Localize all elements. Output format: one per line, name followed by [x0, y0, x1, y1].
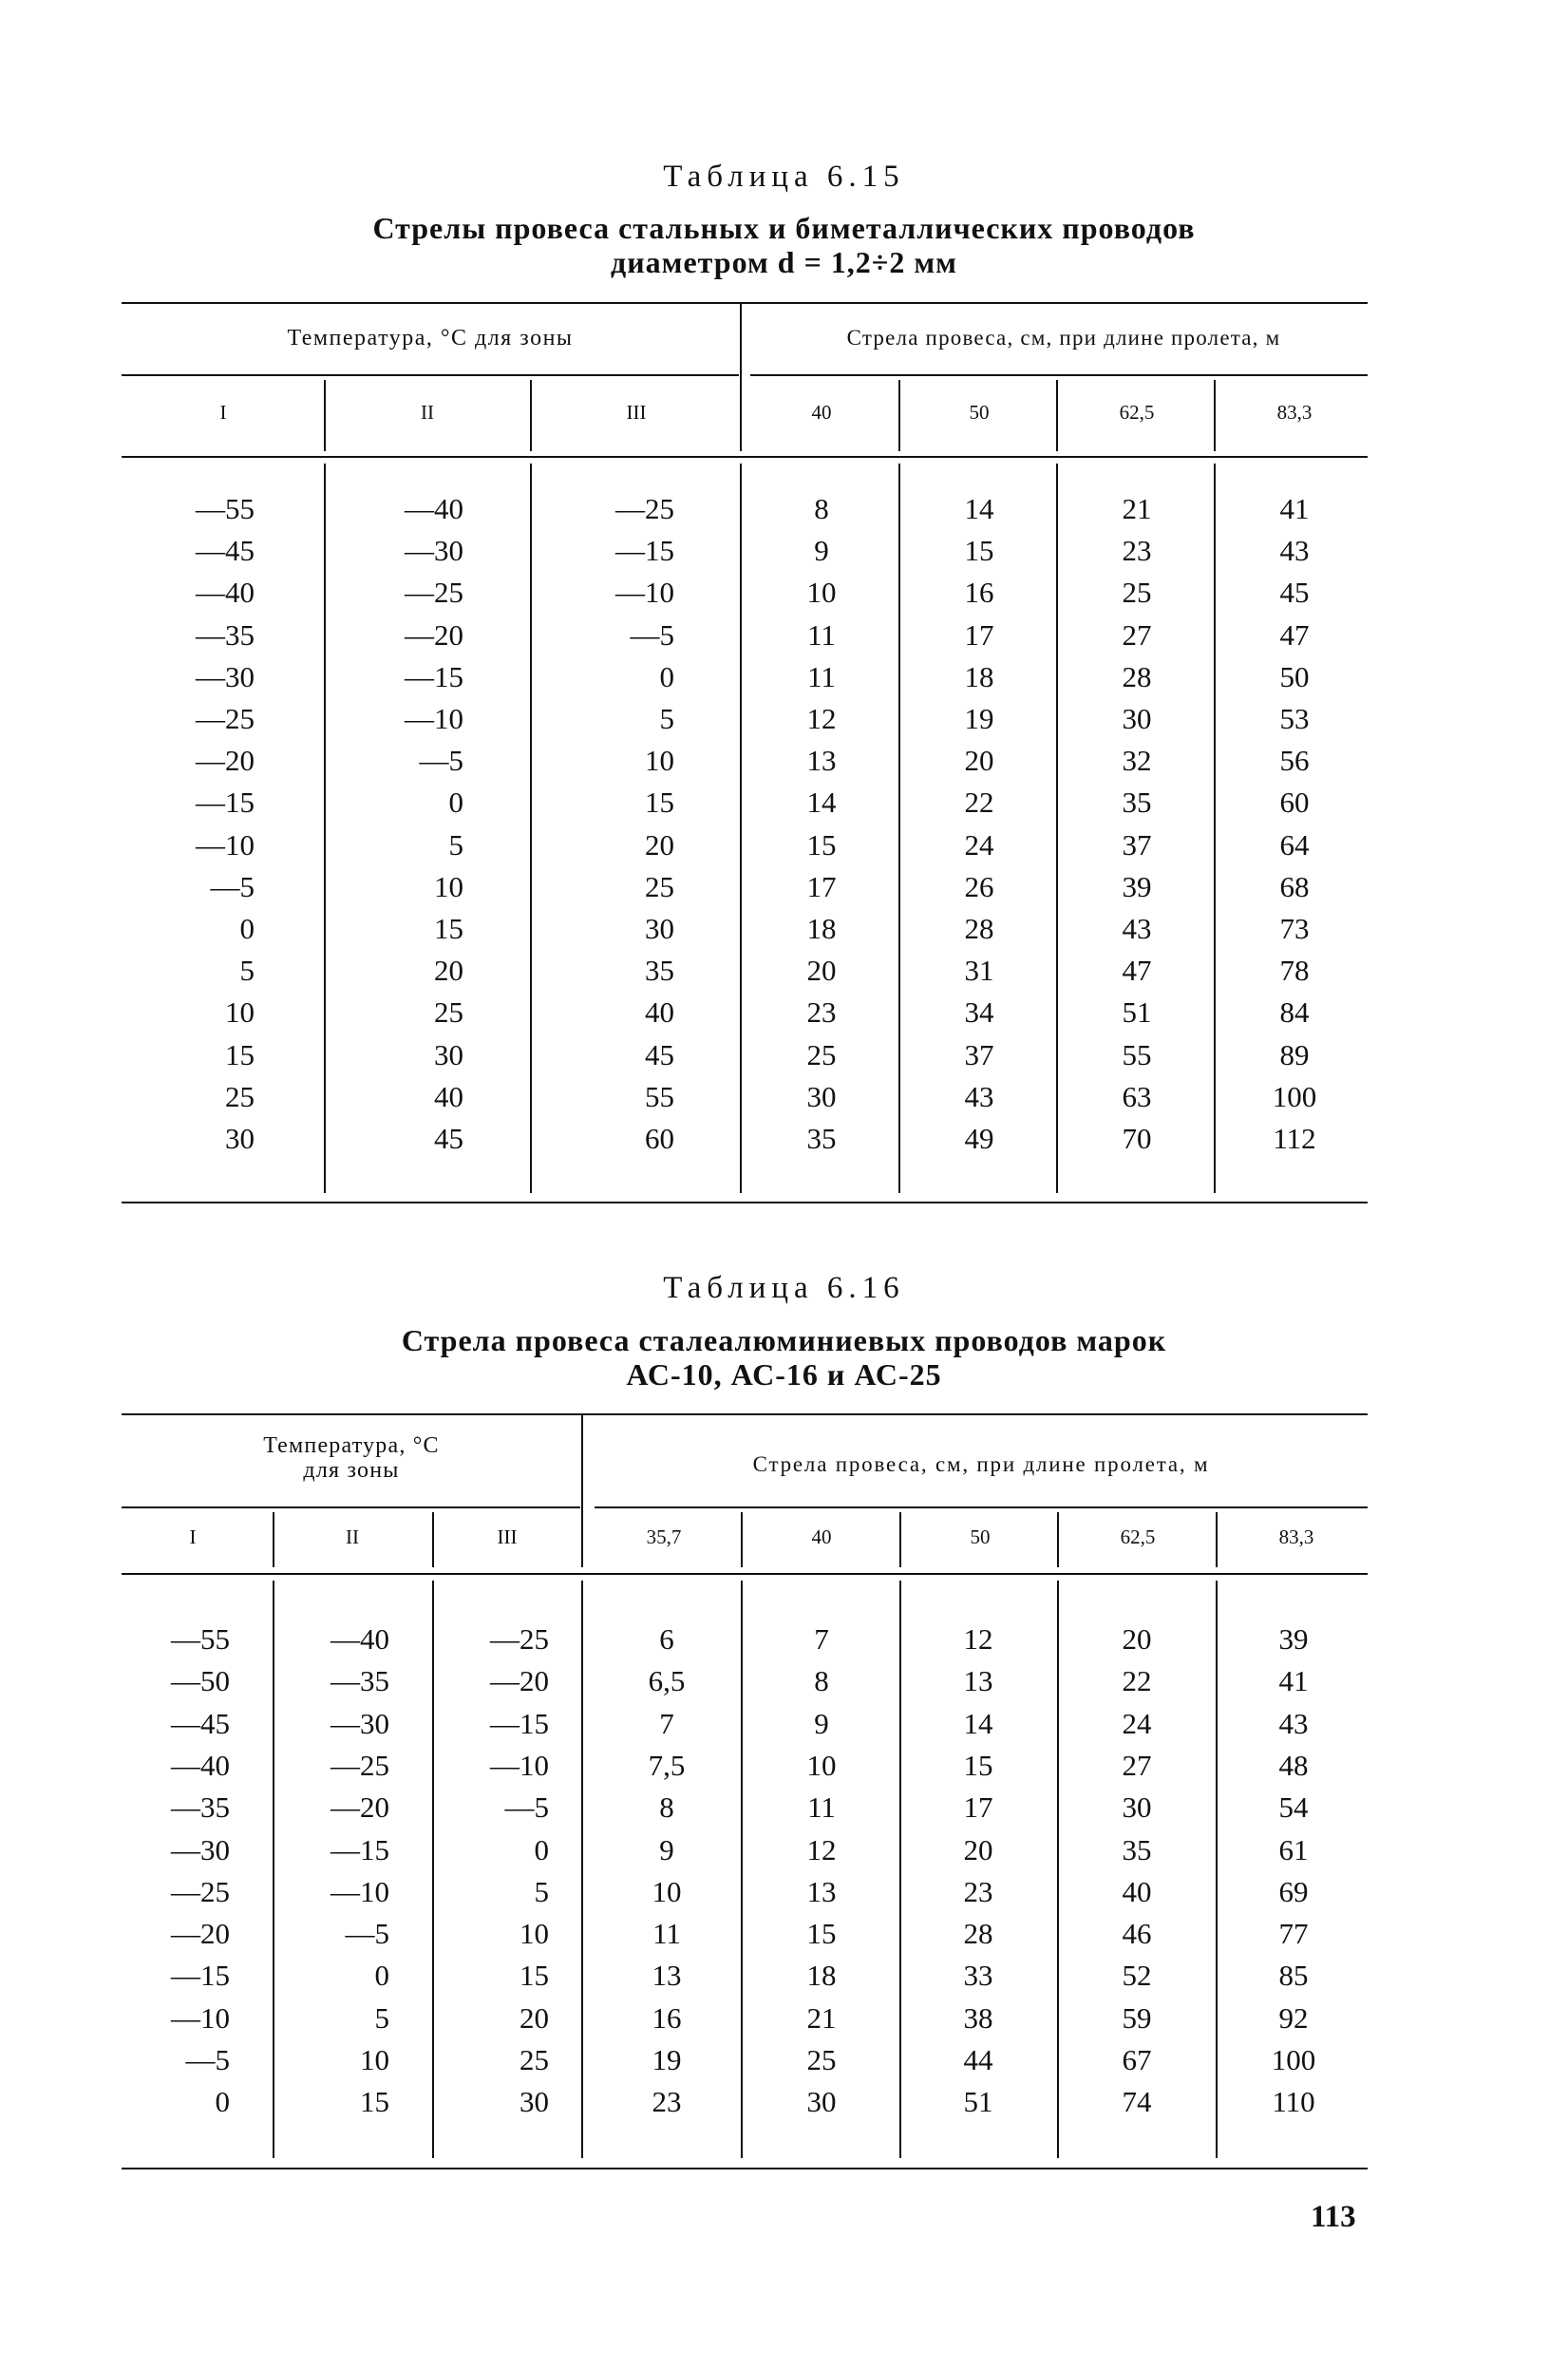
column-divider	[1056, 380, 1058, 451]
table-cell: 31	[964, 954, 994, 988]
table-cell: —30	[171, 1832, 230, 1866]
table-cell: 20	[434, 954, 463, 988]
table-cell: 49	[964, 1122, 994, 1155]
column-header-zone-1: I	[219, 401, 227, 424]
table-cell: 61	[1278, 1832, 1309, 1866]
table-cell: 9	[814, 1706, 829, 1740]
table-cell: 25	[645, 869, 674, 903]
table-cell: 39	[1122, 869, 1152, 903]
table-cell: 11	[807, 617, 836, 652]
table-cell: 15	[434, 912, 463, 945]
table-cell: 8	[814, 1664, 829, 1698]
table-cell: 26	[964, 869, 994, 903]
header-divider-rule	[122, 1506, 580, 1508]
table-cell: 44	[963, 2043, 993, 2076]
table-cell: 60	[645, 1122, 674, 1155]
table-cell: 64	[1279, 827, 1310, 862]
table-cell: 16	[652, 2000, 682, 2035]
column-divider	[432, 1512, 434, 1567]
table-cell: 56	[1279, 744, 1310, 778]
column-header-span-50: 50	[969, 401, 990, 424]
table-cell: 15	[360, 2085, 389, 2119]
table-cell: 27	[1122, 617, 1152, 652]
table-cell: 48	[1278, 1748, 1309, 1782]
table-cell: —15	[405, 659, 463, 693]
table-cell: 13	[652, 1959, 682, 1993]
page-number: 113	[1311, 2200, 1356, 2234]
column-divider	[530, 464, 532, 1193]
table-cell: 40	[1122, 1874, 1152, 1908]
table-cell: —5	[345, 1917, 389, 1951]
temperature-group-header-line2: для зоны	[303, 1458, 400, 1483]
table-cell: 100	[1271, 2043, 1316, 2076]
table-cell: —25	[196, 702, 255, 735]
table-cell: 12	[963, 1622, 993, 1656]
table-cell: 54	[1278, 1790, 1309, 1825]
table-cell: 9	[659, 1832, 674, 1866]
table-cell: 15	[806, 827, 837, 862]
table-cell: 11	[807, 659, 836, 693]
table-cell: 11	[652, 1917, 681, 1951]
column-header-zone-3: III	[497, 1525, 518, 1548]
table-cell: 0	[239, 912, 255, 945]
table-cell: 10	[652, 1874, 682, 1908]
table-cell: —15	[171, 1959, 230, 1993]
table-cell: 15	[806, 1917, 837, 1951]
table-cell: 14	[964, 492, 994, 525]
table-6-16-title-line2: АС-10, АС-16 и АС-25	[626, 1357, 942, 1392]
table-cell: 5	[534, 1874, 549, 1908]
table-cell: —55	[196, 492, 255, 525]
column-divider	[432, 1581, 434, 2158]
column-header-span-83-3: 83,3	[1278, 1525, 1314, 1548]
table-cell: 52	[1122, 1959, 1152, 1993]
table-cell: 10	[360, 2043, 389, 2076]
table-cell: 112	[1273, 1122, 1316, 1155]
table-cell: 14	[963, 1706, 993, 1740]
table-cell: —20	[405, 617, 463, 652]
table-cell: —10	[615, 576, 674, 610]
table-cell: 40	[434, 1079, 463, 1113]
table-cell: 16	[964, 576, 994, 610]
table-cell: —40	[405, 492, 463, 525]
table-cell: 30	[434, 1037, 463, 1071]
table-6-16-label: Таблица 6.16	[663, 1271, 905, 1305]
table-cell: —35	[196, 617, 255, 652]
table-top-rule	[122, 1413, 1368, 1415]
table-cell: 34	[964, 995, 994, 1030]
column-divider	[273, 1581, 274, 2158]
table-cell: 12	[806, 1832, 837, 1866]
table-cell: 46	[1122, 1917, 1152, 1951]
column-header-span-40: 40	[811, 401, 832, 424]
table-cell: 15	[225, 1037, 255, 1071]
table-cell: 78	[1279, 954, 1310, 988]
table-cell: 10	[520, 1917, 549, 1951]
table-cell: 43	[964, 1079, 994, 1113]
header-bottom-rule	[122, 456, 1368, 458]
column-divider	[324, 464, 326, 1193]
table-cell: —40	[331, 1622, 389, 1656]
table-cell: 10	[434, 869, 463, 903]
column-divider	[899, 1512, 901, 1567]
column-divider	[740, 304, 742, 451]
table-cell: 77	[1278, 1917, 1309, 1951]
table-cell: —5	[630, 617, 674, 652]
table-cell: 70	[1122, 1122, 1152, 1155]
table-cell: 5	[448, 827, 463, 862]
table-cell: 15	[964, 534, 994, 568]
table-cell: 25	[806, 1037, 837, 1071]
table-cell: 28	[1122, 659, 1152, 693]
table-cell: 60	[1279, 786, 1310, 820]
table-cell: 59	[1122, 2000, 1152, 2035]
table-cell: 35	[645, 954, 674, 988]
table-cell: 0	[448, 786, 463, 820]
table-cell: 20	[1122, 1622, 1152, 1656]
table-cell: 38	[963, 2000, 993, 2035]
table-cell: 47	[1279, 617, 1310, 652]
table-bottom-rule	[122, 2168, 1368, 2169]
table-cell: 27	[1122, 1748, 1152, 1782]
table-cell: 69	[1278, 1874, 1309, 1908]
table-cell: —20	[196, 744, 255, 778]
table-cell: —15	[331, 1832, 389, 1866]
table-cell: 19	[652, 2043, 682, 2076]
column-divider	[898, 380, 900, 451]
column-divider	[899, 1581, 901, 2158]
table-cell: 25	[806, 2043, 837, 2076]
column-divider	[898, 464, 900, 1193]
table-cell: 8	[814, 492, 829, 525]
table-cell: 18	[964, 659, 994, 693]
table-cell: 40	[645, 995, 674, 1030]
table-cell: 37	[964, 1037, 994, 1071]
table-cell: 73	[1279, 912, 1310, 945]
table-cell: —5	[185, 2043, 230, 2076]
table-cell: 39	[1278, 1622, 1309, 1656]
column-header-zone-2: II	[346, 1525, 359, 1548]
table-cell: 17	[964, 617, 994, 652]
sag-group-header: Стрела провеса, см, при длине пролета, м	[752, 1452, 1210, 1476]
table-6-15-title-line1: Стрелы провеса стальных и биметаллических проводов	[372, 211, 1196, 245]
table-cell: 41	[1278, 1664, 1309, 1698]
header-bottom-rule	[122, 1573, 1368, 1575]
table-cell: 30	[806, 2085, 837, 2119]
table-6-15-title-line2: диаметром d = 1,2÷2 мм	[611, 245, 957, 279]
table-cell: 25	[434, 995, 463, 1030]
table-cell: —20	[490, 1664, 549, 1698]
table-cell: 7	[659, 1706, 674, 1740]
column-divider	[1214, 380, 1216, 451]
table-cell: 12	[806, 702, 837, 735]
header-divider-rule	[595, 1506, 1368, 1508]
table-cell: 20	[806, 954, 837, 988]
table-cell: 89	[1279, 1037, 1310, 1071]
table-cell: —10	[490, 1748, 549, 1782]
table-cell: 28	[964, 912, 994, 945]
table-cell: 30	[1122, 1790, 1152, 1825]
table-cell: —25	[615, 492, 674, 525]
table-cell: —10	[331, 1874, 389, 1908]
header-divider-rule	[750, 374, 1368, 376]
table-cell: —10	[196, 827, 255, 862]
table-cell: 35	[1122, 786, 1152, 820]
column-header-span-40: 40	[811, 1525, 832, 1548]
sag-group-header: Стрела провеса, см, при длине пролета, м	[846, 326, 1281, 350]
table-cell: 53	[1279, 702, 1310, 735]
table-cell: 8	[659, 1790, 674, 1825]
table-cell: —25	[331, 1748, 389, 1782]
table-cell: —5	[210, 869, 255, 903]
column-divider	[740, 464, 742, 1193]
table-cell: 28	[963, 1917, 993, 1951]
column-divider	[324, 380, 326, 451]
column-header-span-35-7: 35,7	[646, 1525, 682, 1548]
table-cell: 10	[225, 995, 255, 1030]
table-cell: 33	[963, 1959, 993, 1993]
table-cell: —5	[419, 744, 463, 778]
table-cell: —10	[405, 702, 463, 735]
table-cell: 43	[1278, 1706, 1309, 1740]
table-cell: 22	[964, 786, 994, 820]
table-cell: 23	[1122, 534, 1152, 568]
table-cell: 30	[1122, 702, 1152, 735]
table-cell: 20	[645, 827, 674, 862]
table-cell: 5	[659, 702, 674, 735]
table-cell: 45	[1279, 576, 1310, 610]
table-cell: —30	[196, 659, 255, 693]
table-cell: 30	[520, 2085, 549, 2119]
table-cell: 37	[1122, 827, 1152, 862]
table-cell: —15	[490, 1706, 549, 1740]
table-cell: 24	[1122, 1706, 1152, 1740]
table-cell: 13	[806, 744, 837, 778]
table-cell: 74	[1122, 2085, 1152, 2119]
table-cell: —5	[504, 1790, 549, 1825]
table-cell: 22	[1122, 1664, 1152, 1698]
table-cell: 30	[806, 1079, 837, 1113]
column-header-span-83-3: 83,3	[1276, 401, 1313, 424]
table-cell: —40	[196, 576, 255, 610]
header-divider-rule	[122, 374, 739, 376]
table-cell: 15	[520, 1959, 549, 1993]
table-cell: 0	[534, 1832, 549, 1866]
table-cell: —55	[171, 1622, 230, 1656]
table-cell: 51	[1122, 995, 1152, 1030]
table-cell: 10	[645, 744, 674, 778]
column-header-span-62-5: 62,5	[1120, 1525, 1156, 1548]
table-cell: 20	[963, 1832, 993, 1866]
table-cell: 7,5	[648, 1748, 686, 1782]
table-cell: 84	[1279, 995, 1310, 1030]
table-cell: —25	[405, 576, 463, 610]
table-6-15-title	[0, 211, 1568, 279]
table-cell: 43	[1279, 534, 1310, 568]
column-divider	[1216, 1512, 1218, 1567]
table-cell: 63	[1122, 1079, 1152, 1113]
column-header-zone-1: I	[189, 1525, 197, 1548]
table-cell: 30	[645, 912, 674, 945]
table-cell: 0	[215, 2085, 230, 2119]
column-divider	[581, 1415, 583, 1567]
table-cell: 45	[434, 1122, 463, 1155]
table-cell: 25	[520, 2043, 549, 2076]
table-cell: 55	[1122, 1037, 1152, 1071]
table-cell: 21	[1122, 492, 1152, 525]
column-header-span-62-5: 62,5	[1119, 401, 1155, 424]
table-cell: 45	[645, 1037, 674, 1071]
table-cell: —15	[196, 786, 255, 820]
table-cell: 7	[814, 1622, 829, 1656]
column-divider	[741, 1581, 743, 2158]
table-cell: 15	[963, 1748, 993, 1782]
table-6-16-title	[0, 1323, 1568, 1392]
table-cell: 25	[1122, 576, 1152, 610]
table-cell: 20	[964, 744, 994, 778]
table-cell: —15	[615, 534, 674, 568]
table-cell: 15	[645, 786, 674, 820]
column-divider	[581, 1581, 583, 2158]
table-cell: —30	[405, 534, 463, 568]
table-cell: 5	[239, 954, 255, 988]
table-bottom-rule	[122, 1202, 1368, 1203]
column-divider	[530, 380, 532, 451]
column-divider	[1056, 464, 1058, 1193]
table-top-rule	[122, 302, 1368, 304]
table-6-15-label: Таблица 6.15	[663, 160, 905, 194]
table-cell: 13	[963, 1664, 993, 1698]
table-cell: 50	[1279, 659, 1310, 693]
table-cell: 85	[1278, 1959, 1309, 1993]
column-header-zone-3: III	[626, 401, 647, 424]
table-cell: 100	[1272, 1079, 1317, 1113]
column-divider	[741, 1512, 743, 1567]
table-cell: 17	[806, 869, 837, 903]
table-cell: 35	[806, 1122, 837, 1155]
column-header-span-50: 50	[970, 1525, 991, 1548]
table-cell: 9	[814, 534, 829, 568]
column-divider	[273, 1512, 274, 1567]
table-cell: 25	[225, 1079, 255, 1113]
table-cell: —35	[331, 1664, 389, 1698]
table-cell: —35	[171, 1790, 230, 1825]
table-cell: —25	[171, 1874, 230, 1908]
table-cell: 20	[520, 2000, 549, 2035]
temperature-group-header: Температура, °С для зоны	[287, 326, 574, 350]
column-divider	[1057, 1581, 1059, 2158]
table-cell: 17	[963, 1790, 993, 1825]
table-cell: 51	[963, 2085, 993, 2119]
table-cell: —10	[171, 2000, 230, 2035]
column-header-zone-2: II	[421, 401, 434, 424]
column-divider	[1057, 1512, 1059, 1567]
table-cell: 23	[963, 1874, 993, 1908]
table-cell: 23	[806, 995, 837, 1030]
table-cell: 10	[806, 576, 837, 610]
table-cell: 6,5	[648, 1664, 686, 1698]
table-cell: 32	[1122, 744, 1152, 778]
table-cell: 14	[806, 786, 837, 820]
table-cell: 55	[645, 1079, 674, 1113]
table-cell: 18	[806, 1959, 837, 1993]
table-cell: 21	[806, 2000, 837, 2035]
table-cell: 43	[1122, 912, 1152, 945]
table-cell: —20	[331, 1790, 389, 1825]
table-cell: 23	[652, 2085, 682, 2119]
table-cell: —20	[171, 1917, 230, 1951]
table-cell: 6	[659, 1622, 674, 1656]
table-cell: 5	[374, 2000, 389, 2035]
table-cell: 41	[1279, 492, 1310, 525]
table-cell: 18	[806, 912, 837, 945]
table-cell: 19	[964, 702, 994, 735]
table-cell: —50	[171, 1664, 230, 1698]
table-cell: —45	[196, 534, 255, 568]
column-divider	[1216, 1581, 1218, 2158]
table-cell: —45	[171, 1706, 230, 1740]
table-cell: 35	[1122, 1832, 1152, 1866]
table-cell: 110	[1272, 2085, 1315, 2119]
table-cell: 68	[1279, 869, 1310, 903]
table-cell: 67	[1122, 2043, 1152, 2076]
table-cell: —40	[171, 1748, 230, 1782]
table-cell: 0	[659, 659, 674, 693]
table-cell: 92	[1278, 2000, 1309, 2035]
table-cell: 24	[964, 827, 994, 862]
table-cell: 11	[807, 1790, 836, 1825]
table-cell: —30	[331, 1706, 389, 1740]
table-cell: 0	[374, 1959, 389, 1993]
table-cell: 13	[806, 1874, 837, 1908]
table-cell: 10	[806, 1748, 837, 1782]
temperature-group-header-line1: Температура, °С	[263, 1433, 440, 1458]
table-cell: 30	[225, 1122, 255, 1155]
table-cell: —25	[490, 1622, 549, 1656]
table-6-16-title-line1: Стрела провеса сталеалюминиевых проводов марок	[401, 1323, 1167, 1357]
table-cell: 47	[1122, 954, 1152, 988]
column-divider	[1214, 464, 1216, 1193]
